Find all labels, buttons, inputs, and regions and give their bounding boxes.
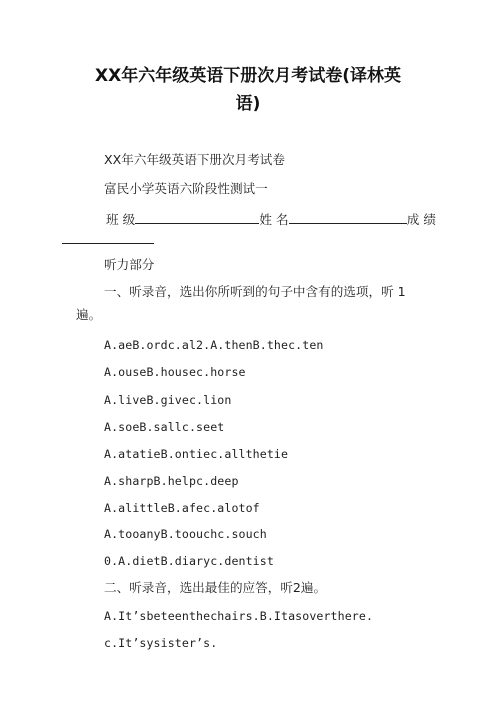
part1-item: A.tooanyB.toouchc.souch [104, 527, 267, 541]
name-blank [289, 213, 407, 224]
part2-instruction: 二、听录音，选出最佳的应答，听2遍。 [104, 580, 327, 595]
name-label: 姓 名 [259, 212, 289, 227]
exam-subtitle: XX年六年级英语下册次月考试卷 [104, 152, 285, 167]
title-line-2: 语) [235, 94, 261, 114]
student-info-row [106, 212, 436, 228]
part1-item: A.soeB.sallc.seet [104, 420, 225, 434]
document-title [60, 62, 436, 118]
score-label: 成 绩 [406, 212, 436, 227]
part2-item: A.It’sbeteenthechairs.B.Itasoverthere. [104, 609, 374, 623]
title-line-1: XX年六年级英语下册次月考试卷(译林英 [95, 66, 401, 86]
part1-item: 0.A.dietB.diaryc.dentist [104, 554, 274, 568]
class-label: 班 级 [106, 212, 136, 227]
part1-item: A.aeB.ordc.al2.A.thenB.thec.ten [104, 338, 324, 352]
section-listening-heading: 听力部分 [104, 257, 155, 272]
part1-instruction-line-2: 遍。 [76, 307, 102, 322]
part1-item: A.ouseB.housec.horse [104, 365, 246, 379]
class-blank [135, 213, 259, 224]
part2-item: c.It’sysister’s. [104, 636, 218, 650]
school-name: 富民小学英语六阶段性测试一 [104, 181, 268, 196]
part1-item: A.alittleB.afec.alotof [104, 501, 260, 515]
part1-item: A.liveB.givec.lion [104, 393, 232, 407]
part1-item: A.sharpB.helpc.deep [104, 474, 239, 488]
part1-instruction-line-1: 一、听录音，选出你所听到的句子中含有的选项，听 1 [104, 284, 406, 299]
part1-item: A.atatieB.ontiec.allthetie [104, 447, 289, 461]
score-blank [62, 233, 154, 244]
